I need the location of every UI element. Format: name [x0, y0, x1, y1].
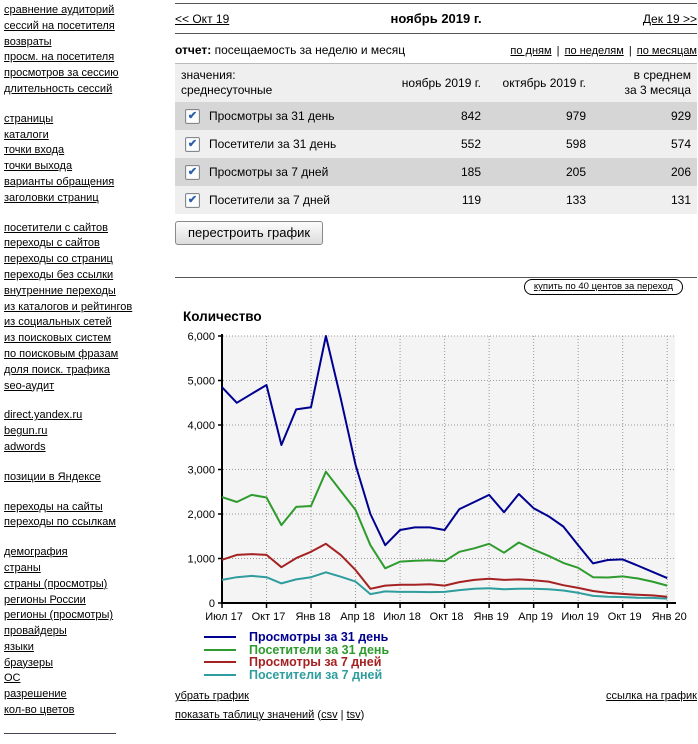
row-checkbox[interactable]: ✔: [185, 165, 200, 180]
x-axis-label: Янв 20: [651, 611, 687, 623]
sidebar-group: [4, 112, 170, 207]
main-content: [175, 0, 697, 721]
metric-value: 552: [460, 137, 481, 151]
metric-value: 205: [565, 165, 586, 179]
buy-row: [175, 279, 697, 295]
sidebar-group: [4, 3, 170, 98]
sidebar-link[interactable]: страны (просмотры): [4, 577, 108, 590]
y-axis-label: 4,000: [187, 420, 215, 432]
sidebar-link[interactable]: просмотров за сессию: [4, 67, 119, 80]
show-values-table-link[interactable]: показать таблицу значений: [175, 709, 315, 721]
y-axis-label: 2,000: [187, 509, 215, 521]
sidebar-link[interactable]: доля поиск. трафика: [4, 363, 111, 376]
mid-divider: [175, 277, 697, 278]
view-links-separator: |: [625, 45, 635, 57]
metric-value: 574: [670, 137, 691, 151]
metric-row: [175, 158, 697, 186]
report-row: [175, 43, 697, 57]
header-november: ноябрь 2019 г.: [401, 75, 481, 90]
nav-divider: [175, 33, 697, 34]
chart-title: Количество: [183, 309, 262, 324]
report-title: [175, 43, 510, 57]
sidebar-link[interactable]: точки входа: [4, 144, 65, 157]
sidebar-link[interactable]: begun.ru: [4, 425, 48, 438]
sidebar-link[interactable]: переходы по ссылкам: [4, 516, 116, 529]
next-month-link[interactable]: Дек 19 >>: [642, 11, 697, 26]
sidebar-link[interactable]: переходы со страниц: [4, 253, 113, 266]
sidebar-link[interactable]: direct.yandex.ru: [4, 409, 83, 422]
sidebar-link[interactable]: из каталогов и рейтингов: [4, 300, 133, 313]
header-average: в среднем за 3 месяца: [624, 68, 691, 97]
sidebar-link[interactable]: каталоги: [4, 128, 49, 141]
metric-row: [175, 102, 697, 130]
csv-tsv-group: (csv | tsv): [317, 709, 365, 721]
y-axis-label: 0: [208, 598, 215, 610]
tsv-link[interactable]: tsv: [346, 709, 361, 721]
sidebar-link[interactable]: страны: [4, 561, 41, 574]
row-checkbox[interactable]: ✔: [185, 193, 200, 208]
legend-line-swatch: [204, 636, 236, 638]
metric-value: 929: [670, 109, 691, 123]
legend-label: Посетители за 7 дней: [249, 667, 383, 682]
sidebar-group: [4, 408, 170, 455]
legend-item: [204, 669, 697, 682]
sidebar-link[interactable]: демография: [4, 546, 68, 559]
x-axis-label: Июл 19: [561, 611, 599, 623]
sidebar-link[interactable]: переходы без ссылки: [4, 268, 114, 281]
sidebar-group: [4, 500, 170, 532]
table-body: [175, 102, 697, 214]
report-title-text: посещаемость за неделю и месяц: [211, 43, 406, 57]
sidebar-link[interactable]: переходы на сайты: [4, 500, 103, 513]
sidebar-link[interactable]: регионы России: [4, 593, 86, 606]
x-axis-label: Янв 18: [295, 611, 331, 623]
sidebar-link[interactable]: точки выхода: [4, 160, 73, 173]
sidebar-group: [4, 545, 170, 719]
sidebar-link[interactable]: из поисковых систем: [4, 332, 112, 345]
sidebar-link[interactable]: по поисковым фразам: [4, 347, 119, 360]
sidebar-link[interactable]: провайдеры: [4, 625, 67, 638]
legend-item: [204, 631, 697, 644]
view-mode-link[interactable]: по неделям: [564, 45, 624, 57]
metric-value: 206: [670, 165, 691, 179]
sidebar-link[interactable]: сессий на посетителя: [4, 19, 115, 32]
remove-chart-link[interactable]: убрать график: [175, 690, 249, 702]
x-axis-label: Июл 17: [205, 611, 243, 623]
sidebar-link[interactable]: разрешение: [4, 688, 67, 701]
chart-legend: [204, 631, 697, 681]
report-title-prefix: отчет:: [175, 43, 212, 57]
metric-value: 133: [565, 193, 586, 207]
sidebar-link[interactable]: из социальных сетей: [4, 316, 112, 329]
metric-value: 185: [460, 165, 481, 179]
prev-month-link[interactable]: << Окт 19: [175, 11, 230, 26]
sidebar-link[interactable]: просм. на посетителя: [4, 51, 115, 64]
sidebar-link[interactable]: длительность сессий: [4, 82, 113, 95]
sidebar-link[interactable]: кол-во цветов: [4, 704, 75, 717]
view-mode-links: [510, 45, 697, 57]
x-axis-label: Янв 19: [473, 611, 509, 623]
view-links-separator: |: [553, 45, 563, 57]
metric-label: Посетители за 31 день: [209, 137, 337, 151]
metric-label: Посетители за 7 дней: [209, 193, 330, 207]
buy-transitions-button[interactable]: купить по 40 центов за переход: [524, 279, 683, 295]
y-axis-label: 3,000: [187, 464, 215, 477]
sidebar-link[interactable]: регионы (просмотры): [4, 609, 114, 622]
metric-value: 119: [461, 193, 481, 207]
sidebar-link[interactable]: возвраты: [4, 35, 52, 48]
legend-label: Просмотры за 7 дней: [249, 655, 382, 670]
view-mode-link[interactable]: по месяцам: [636, 45, 697, 57]
sidebar-link[interactable]: внутренние переходы: [4, 284, 116, 297]
sidebar-link[interactable]: заголовки страниц: [4, 191, 99, 204]
sidebar-link[interactable]: seo-аудит: [4, 379, 55, 392]
sidebar-link[interactable]: языки: [4, 640, 34, 653]
legend-label: Просмотры за 31 день: [249, 630, 389, 645]
chart-footer: [175, 690, 697, 721]
metric-row: [175, 130, 697, 158]
sidebar-link[interactable]: adwords: [4, 440, 46, 453]
row-checkbox[interactable]: ✔: [185, 137, 200, 152]
sidebar-link[interactable]: ОС: [4, 672, 21, 685]
row-checkbox[interactable]: ✔: [185, 109, 200, 124]
metrics-table: [175, 63, 697, 214]
x-axis-label: Окт 17: [251, 611, 286, 623]
sidebar-group: [4, 470, 170, 486]
sidebar-link[interactable]: позиции в Яндексе: [4, 470, 101, 483]
metric-label: Просмотры за 7 дней: [209, 165, 329, 179]
metric-value: 598: [565, 137, 586, 151]
legend-item: [204, 656, 697, 669]
sidebar-link[interactable]: страницы: [4, 112, 54, 125]
sidebar-link[interactable]: варианты обращения: [4, 175, 115, 188]
sidebar-bottom-divider: [4, 733, 116, 734]
legend-line-swatch: [204, 661, 236, 663]
sidebar: [0, 0, 170, 734]
x-axis-label: Апр 19: [518, 611, 553, 623]
current-month-label: ноябрь 2019 г.: [390, 11, 482, 26]
metric-label: Просмотры за 31 день: [209, 109, 335, 123]
y-axis-label: 5,000: [187, 375, 215, 388]
csv-link[interactable]: csv: [321, 709, 338, 721]
x-axis-label: Апр 18: [340, 611, 375, 623]
sidebar-link[interactable]: посетители с сайтов: [4, 221, 108, 234]
x-axis-label: Окт 19: [607, 611, 642, 623]
chart-svg: [175, 326, 697, 631]
metric-value: 979: [565, 109, 586, 123]
x-axis-label: Окт 18: [429, 611, 464, 623]
table-header: [175, 64, 697, 102]
y-axis-label: 6,000: [187, 331, 215, 343]
header-values-label: значения: среднесуточные: [181, 68, 273, 97]
sidebar-link[interactable]: браузеры: [4, 656, 53, 669]
sidebar-link[interactable]: сравнение аудиторий: [4, 4, 115, 16]
metric-row: [175, 186, 697, 214]
metric-value: 842: [460, 109, 481, 123]
header-october: октябрь 2019 г.: [502, 75, 586, 90]
chart-url-link[interactable]: ссылка на график: [605, 690, 697, 702]
metric-value: 131: [670, 193, 691, 207]
y-axis-label: 1,000: [187, 553, 215, 566]
legend-line-swatch: [204, 649, 236, 651]
view-mode-link[interactable]: по дням: [510, 45, 552, 57]
x-axis-label: Июл 18: [383, 611, 421, 623]
legend-item: [204, 644, 697, 657]
sidebar-group: [4, 221, 170, 395]
rebuild-chart-button[interactable]: перестроить график: [175, 221, 323, 245]
legend-line-swatch: [204, 674, 236, 676]
sidebar-link[interactable]: переходы с сайтов: [4, 237, 100, 250]
legend-label: Посетители за 31 день: [249, 642, 390, 657]
date-nav: [175, 4, 697, 33]
